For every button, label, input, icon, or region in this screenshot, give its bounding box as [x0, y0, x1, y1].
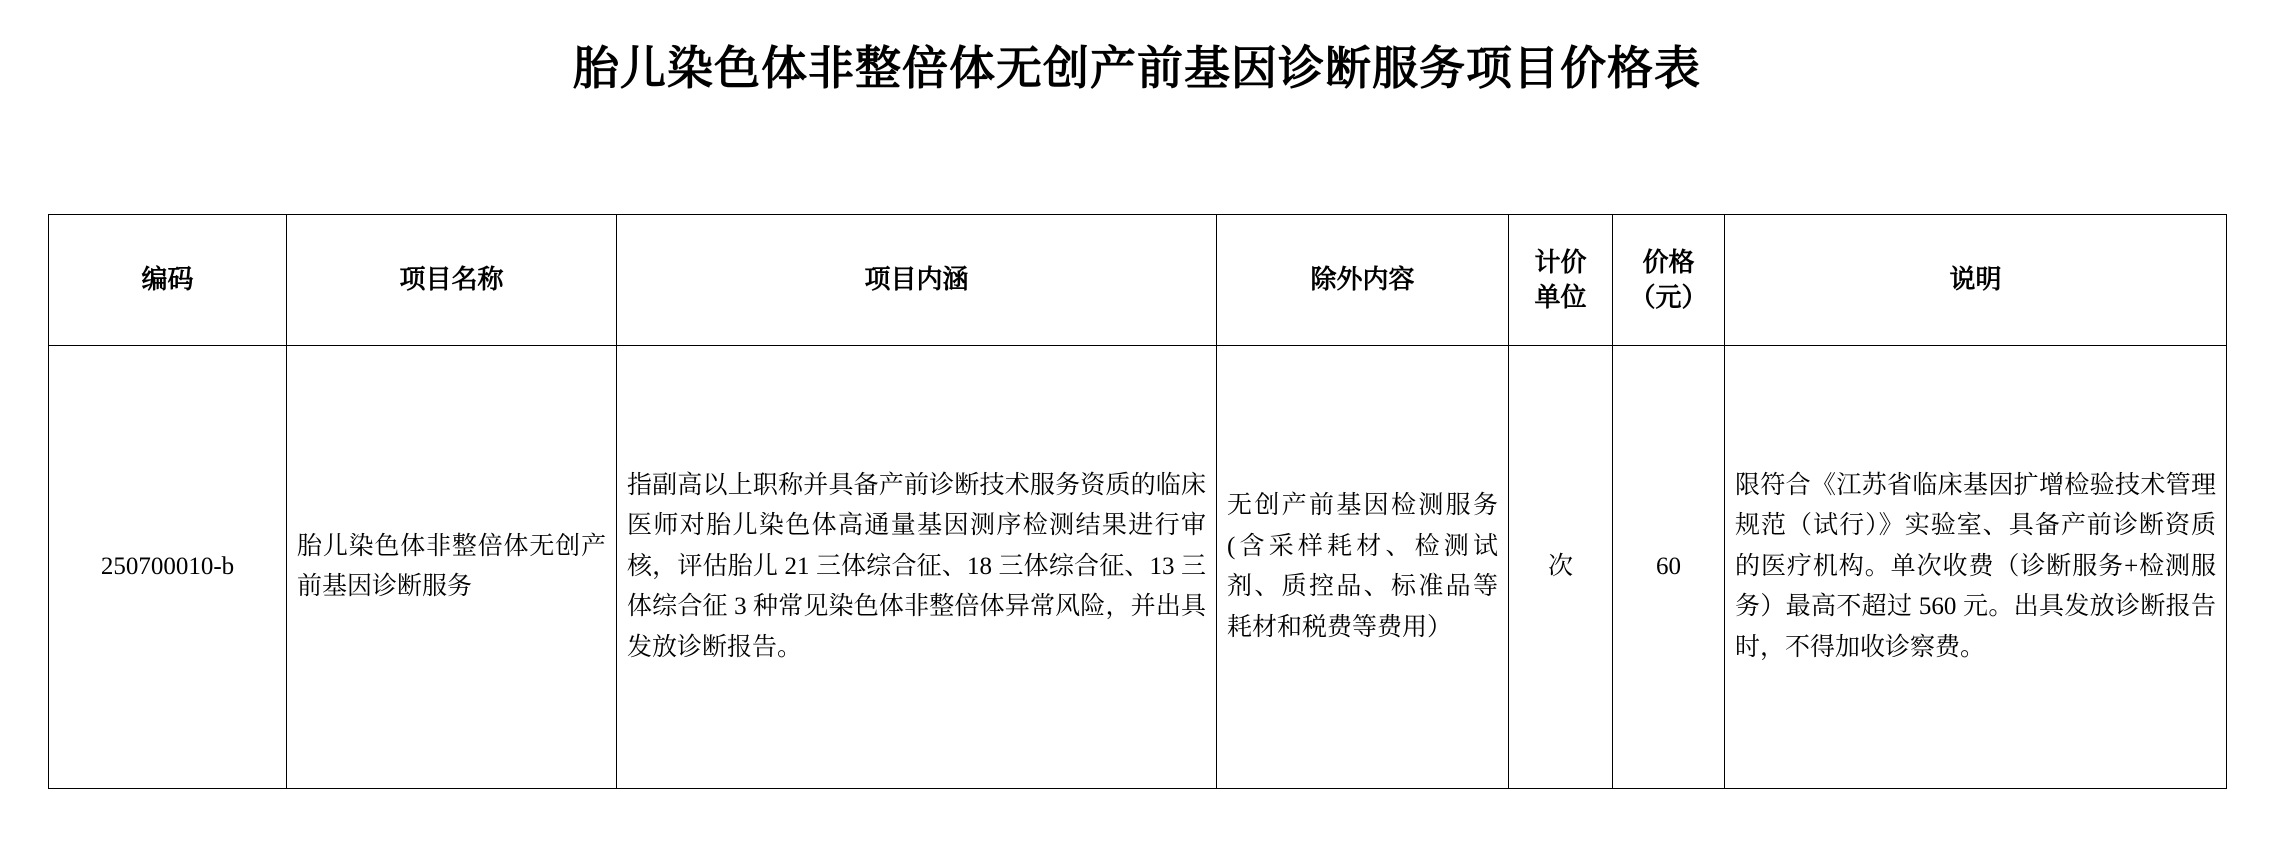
cell-exclusion: 无创产前基因检测服务(含采样耗材、检测试剂、质控品、标准品等耗材和税费等费用）	[1217, 346, 1509, 789]
page-title: 胎儿染色体非整倍体无创产前基因诊断服务项目价格表	[573, 43, 1701, 94]
column-header-code: 编码	[49, 215, 287, 346]
column-header-unit	[1509, 215, 1613, 346]
column-header-exclusion: 除外内容	[1217, 215, 1509, 346]
column-header-price	[1613, 215, 1725, 346]
document-page	[0, 32, 2274, 858]
cell-unit: 次	[1509, 346, 1613, 789]
column-header-price-line1: 价格	[1642, 247, 1695, 277]
cell-code: 250700010-b	[49, 346, 287, 789]
column-header-unit-line2: 单位	[1534, 283, 1587, 312]
price-table-container	[48, 214, 2226, 789]
column-header-name: 项目名称	[287, 215, 617, 346]
cell-remark: 限符合《江苏省临床基因扩增检验技术管理规范（试行）》实验室、具备产前诊断资质的医疗机构。单次收费（诊断服务+检测服务）最高不超过 560 元。出具发放诊断报告时，不得加收诊察费。	[1725, 346, 2227, 789]
table-header-row	[49, 215, 2227, 346]
table-body	[49, 346, 2227, 789]
price-table	[48, 214, 2227, 789]
cell-price: 60	[1613, 346, 1725, 789]
column-header-connotation: 项目内涵	[617, 215, 1217, 346]
table-row	[49, 346, 2227, 789]
cell-connotation: 指副高以上职称并具备产前诊断技术服务资质的临床医师对胎儿染色体高通量基因测序检测结果进行审核，评估胎儿 21 三体综合征、18 三体综合征、13 三体综合征 3 种常见染色体非整倍体异常风险，并出具发放诊断报告。	[617, 346, 1217, 789]
cell-name: 胎儿染色体非整倍体无创产前基因诊断服务	[287, 346, 617, 789]
column-header-price-line2: （元）	[1629, 283, 1708, 312]
column-header-unit-line1: 计价	[1534, 247, 1587, 277]
table-header	[49, 215, 2227, 346]
column-header-remark: 说明	[1725, 215, 2227, 346]
